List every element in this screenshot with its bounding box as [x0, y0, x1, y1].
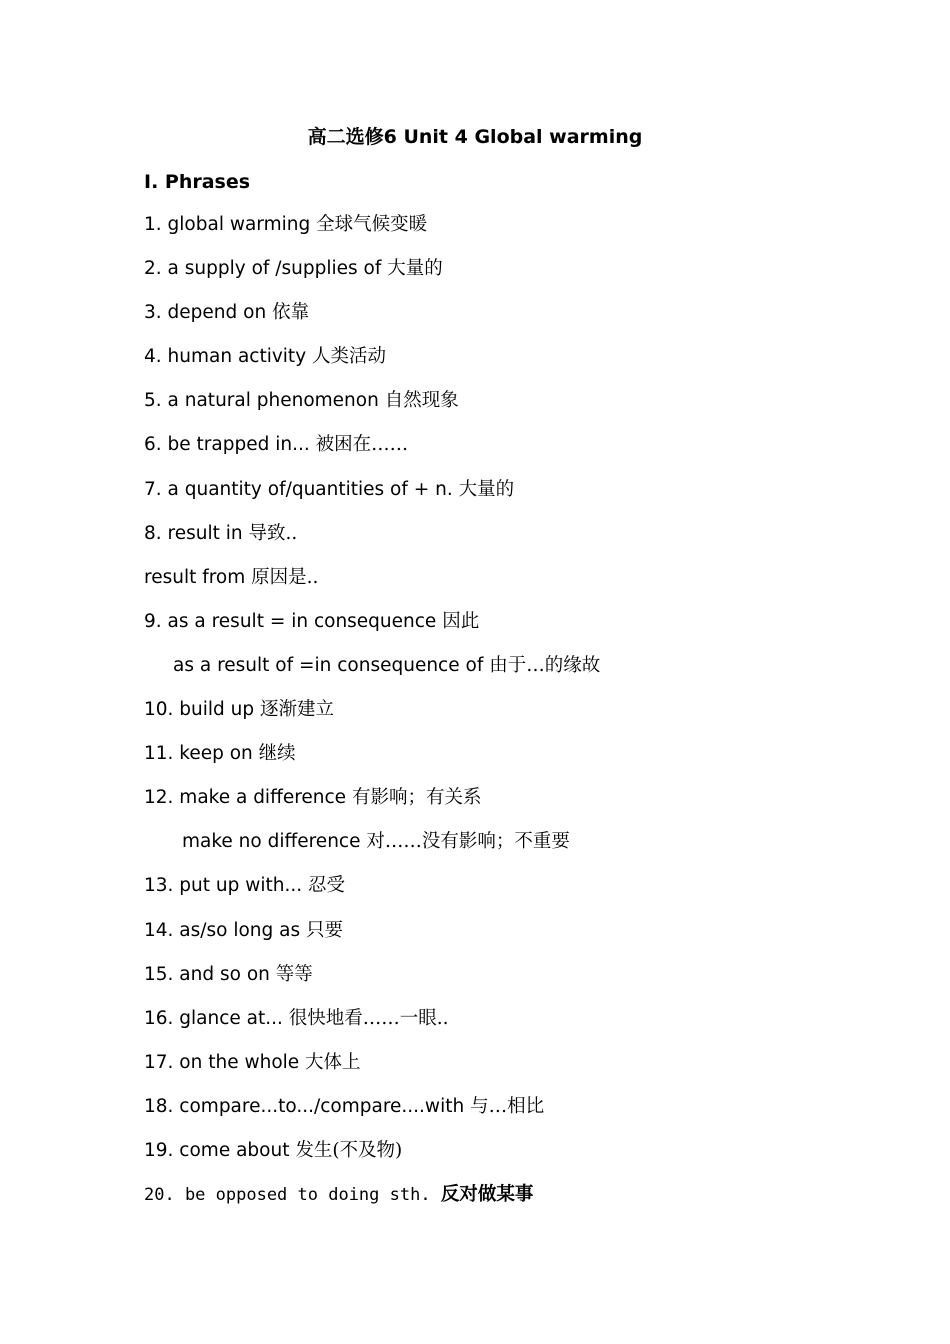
phrase-english: 19. come about: [144, 1139, 296, 1161]
phrase-chinese: 导致..: [248, 522, 298, 544]
phrase-english: 15. and so on: [144, 963, 276, 985]
phrase-chinese: 等等: [275, 963, 313, 985]
phrase-english: 8. result in: [144, 522, 249, 544]
phrase-english: 1. global warming: [144, 214, 317, 235]
phrase-item: [144, 389, 864, 433]
phrase-english: 18. compare...to.../compare....with: [144, 1095, 471, 1117]
phrase-chinese: 继续: [258, 743, 296, 765]
phrase-english: 4. human activity: [144, 346, 313, 368]
document-title: 高二选修6 Unit 4 Global warming: [307, 126, 643, 148]
phrase-chinese: 只要: [306, 919, 344, 941]
phrase-chinese: 被困在……: [315, 434, 409, 456]
phrase-item: [144, 566, 864, 610]
phrase-item: [144, 919, 864, 963]
phrase-item: [144, 963, 864, 1007]
phrase-english: 2. a supply of /supplies of: [144, 258, 388, 280]
phrase-item: [144, 1139, 864, 1183]
phrase-chinese: 反对做某事: [440, 1184, 534, 1206]
phrase-item: [144, 522, 864, 566]
phrase-english: 20. be opposed to doing sth.: [144, 1185, 441, 1206]
phrase-english: 14. as/so long as: [144, 919, 307, 941]
phrase-chinese: 与…相比: [470, 1095, 545, 1117]
phrase-chinese: 依靠: [272, 302, 310, 324]
phrase-english: 5. a natural phenomenon: [144, 390, 385, 412]
phrase-item: [144, 345, 864, 389]
phrase-chinese: 逐渐建立: [260, 699, 335, 721]
section-heading-phrases: I. Phrases: [144, 171, 251, 193]
phrase-english: 10. build up: [144, 699, 261, 721]
phrase-item: [144, 610, 864, 654]
phrase-item: [144, 257, 864, 301]
phrase-english: 16. glance at...: [144, 1007, 289, 1029]
phrase-chinese: 大量的: [387, 258, 443, 280]
phrase-chinese: 忍受: [308, 875, 346, 897]
phrase-item: [144, 1183, 864, 1227]
phrase-item: [144, 698, 864, 742]
phrase-subitem: [144, 654, 864, 698]
phrase-chinese: 原因是..: [251, 566, 319, 588]
phrase-item: [144, 433, 864, 477]
phrase-english: 13. put up with...: [144, 875, 309, 897]
phrase-item: [144, 213, 864, 257]
phrase-item: [144, 478, 864, 522]
phrase-chinese: 人类活动: [312, 346, 387, 368]
phrase-english: 7. a quantity of/quantities of + n.: [144, 478, 459, 500]
phrase-chinese: 很快地看……一眼..: [288, 1007, 449, 1029]
phrase-item: [144, 874, 864, 918]
phrase-chinese: 全球气候变暖: [316, 214, 428, 235]
phrase-chinese: 大量的: [458, 478, 515, 500]
phrase-item: [144, 301, 864, 345]
phrase-chinese: 发生(不及物): [295, 1139, 403, 1161]
phrase-list: [144, 213, 864, 1227]
phrase-subitem: [144, 830, 864, 874]
phrase-english: make no difference: [182, 831, 367, 853]
phrase-item: [144, 742, 864, 786]
phrase-item: [144, 786, 864, 830]
phrase-english: 3. depend on: [144, 302, 273, 324]
phrase-english: 17. on the whole: [144, 1051, 306, 1073]
phrase-chinese: 对……没有影响；不重要: [366, 831, 570, 853]
phrase-item: [144, 1007, 864, 1051]
phrase-english: 11. keep on: [144, 743, 259, 765]
phrase-chinese: 有影响；有关系: [351, 787, 482, 809]
phrase-english: result from: [144, 566, 252, 588]
phrase-chinese: 自然现象: [384, 390, 459, 412]
phrase-english: 12. make a difference: [144, 787, 352, 809]
phrase-english: as a result of =in consequence of: [173, 654, 490, 676]
phrase-chinese: 由于…的缘故: [489, 654, 601, 676]
phrase-item: [144, 1051, 864, 1095]
phrase-item: [144, 1095, 864, 1139]
phrase-chinese: 大体上: [305, 1051, 361, 1073]
phrase-english: 9. as a result = in consequence: [144, 610, 443, 632]
phrase-english: 6. be trapped in...: [144, 434, 316, 456]
phrase-chinese: 因此: [442, 610, 480, 632]
